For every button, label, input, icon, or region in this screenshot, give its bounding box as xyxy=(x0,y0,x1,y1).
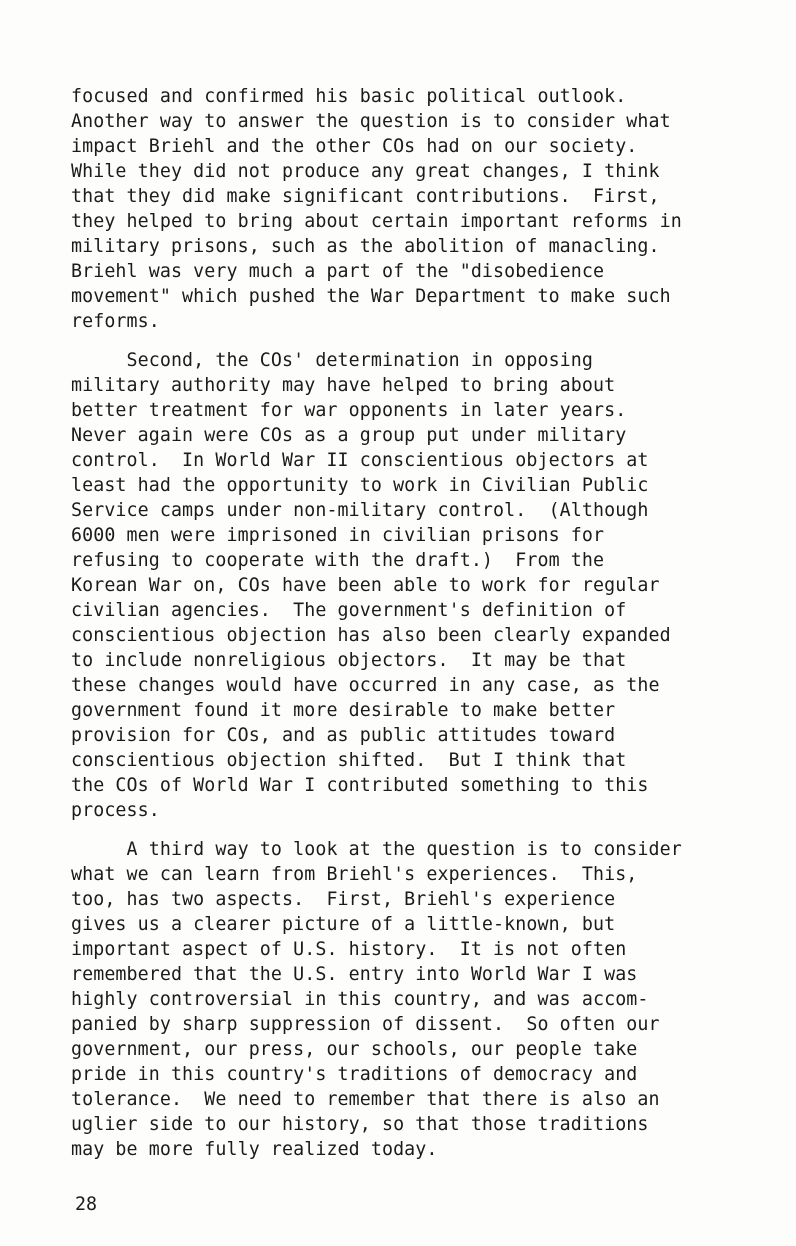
text-line: control. In World War II conscientious objectors at xyxy=(71,450,649,471)
text-line: may be more fully realized today. xyxy=(71,1139,438,1160)
text-line: military prisons, such as the abolition of manacling. xyxy=(71,236,660,257)
text-line: Service camps under non-military control. (Although xyxy=(71,500,649,521)
text-line: Second, the COs' determination in opposing xyxy=(71,350,593,371)
text-line: Another way to answer the question is to consider what xyxy=(71,111,671,132)
text-line: highly controversial in this country, and was accom- xyxy=(71,989,649,1010)
text-line: better treatment for war opponents in later years. xyxy=(71,400,627,421)
text-line: 6000 men were imprisoned in civilian prisons for xyxy=(71,525,605,546)
text-line: government, our press, our schools, our people take xyxy=(71,1039,638,1060)
paragraph-3 xyxy=(71,837,771,1162)
text-line: too, has two aspects. First, Briehl's experience xyxy=(71,889,616,910)
text-line: process. xyxy=(71,800,160,821)
text-line: important aspect of U.S. history. It is not often xyxy=(71,939,627,960)
text-line: A third way to look at the question is to consider xyxy=(71,839,682,860)
text-line: While they did not produce any great changes, I think xyxy=(71,161,660,182)
text-line: least had the opportunity to work in Civilian Public xyxy=(71,475,649,496)
text-line: military authority may have helped to bring about xyxy=(71,375,616,396)
text-line: Briehl was very much a part of the "disobedience xyxy=(71,261,605,282)
body-text xyxy=(71,84,771,1162)
page-number: 28 xyxy=(75,1194,98,1215)
text-line: to include nonreligious objectors. It may be that xyxy=(71,650,627,671)
text-line: remembered that the U.S. entry into World War I was xyxy=(71,964,638,985)
text-line: government found it more desirable to make better xyxy=(71,700,616,721)
text-line: refusing to cooperate with the draft.) From the xyxy=(71,550,605,571)
text-line: focused and confirmed his basic political outlook. xyxy=(71,86,627,107)
text-line: conscientious objection shifted. But I think that xyxy=(71,750,627,771)
text-line: Never again were COs as a group put under military xyxy=(71,425,627,446)
text-line: they helped to bring about certain important reforms in xyxy=(71,211,682,232)
text-line: movement" which pushed the War Department to make such xyxy=(71,286,671,307)
paragraph-2 xyxy=(71,348,771,823)
text-line: impact Briehl and the other COs had on our society. xyxy=(71,136,638,157)
text-line: pride in this country's traditions of democracy and xyxy=(71,1064,638,1085)
text-line: tolerance. We need to remember that there is also an xyxy=(71,1089,660,1110)
text-line: civilian agencies. The government's definition of xyxy=(71,600,627,621)
text-line: what we can learn from Briehl's experiences. This, xyxy=(71,864,638,885)
text-line: these changes would have occurred in any case, as the xyxy=(71,675,660,696)
text-line: gives us a clearer picture of a little-known, but xyxy=(71,914,616,935)
paragraph-1 xyxy=(71,84,771,334)
text-line: that they did make significant contributions. First, xyxy=(71,186,660,207)
text-line: uglier side to our history, so that those traditions xyxy=(71,1114,649,1135)
text-line: reforms. xyxy=(71,311,160,332)
text-line: provision for COs, and as public attitudes toward xyxy=(71,725,616,746)
text-line: the COs of World War I contributed something to this xyxy=(71,775,649,796)
text-line: Korean War on, COs have been able to work for regular xyxy=(71,575,660,596)
text-line: conscientious objection has also been clearly expanded xyxy=(71,625,671,646)
text-line: panied by sharp suppression of dissent. So often our xyxy=(71,1014,660,1035)
